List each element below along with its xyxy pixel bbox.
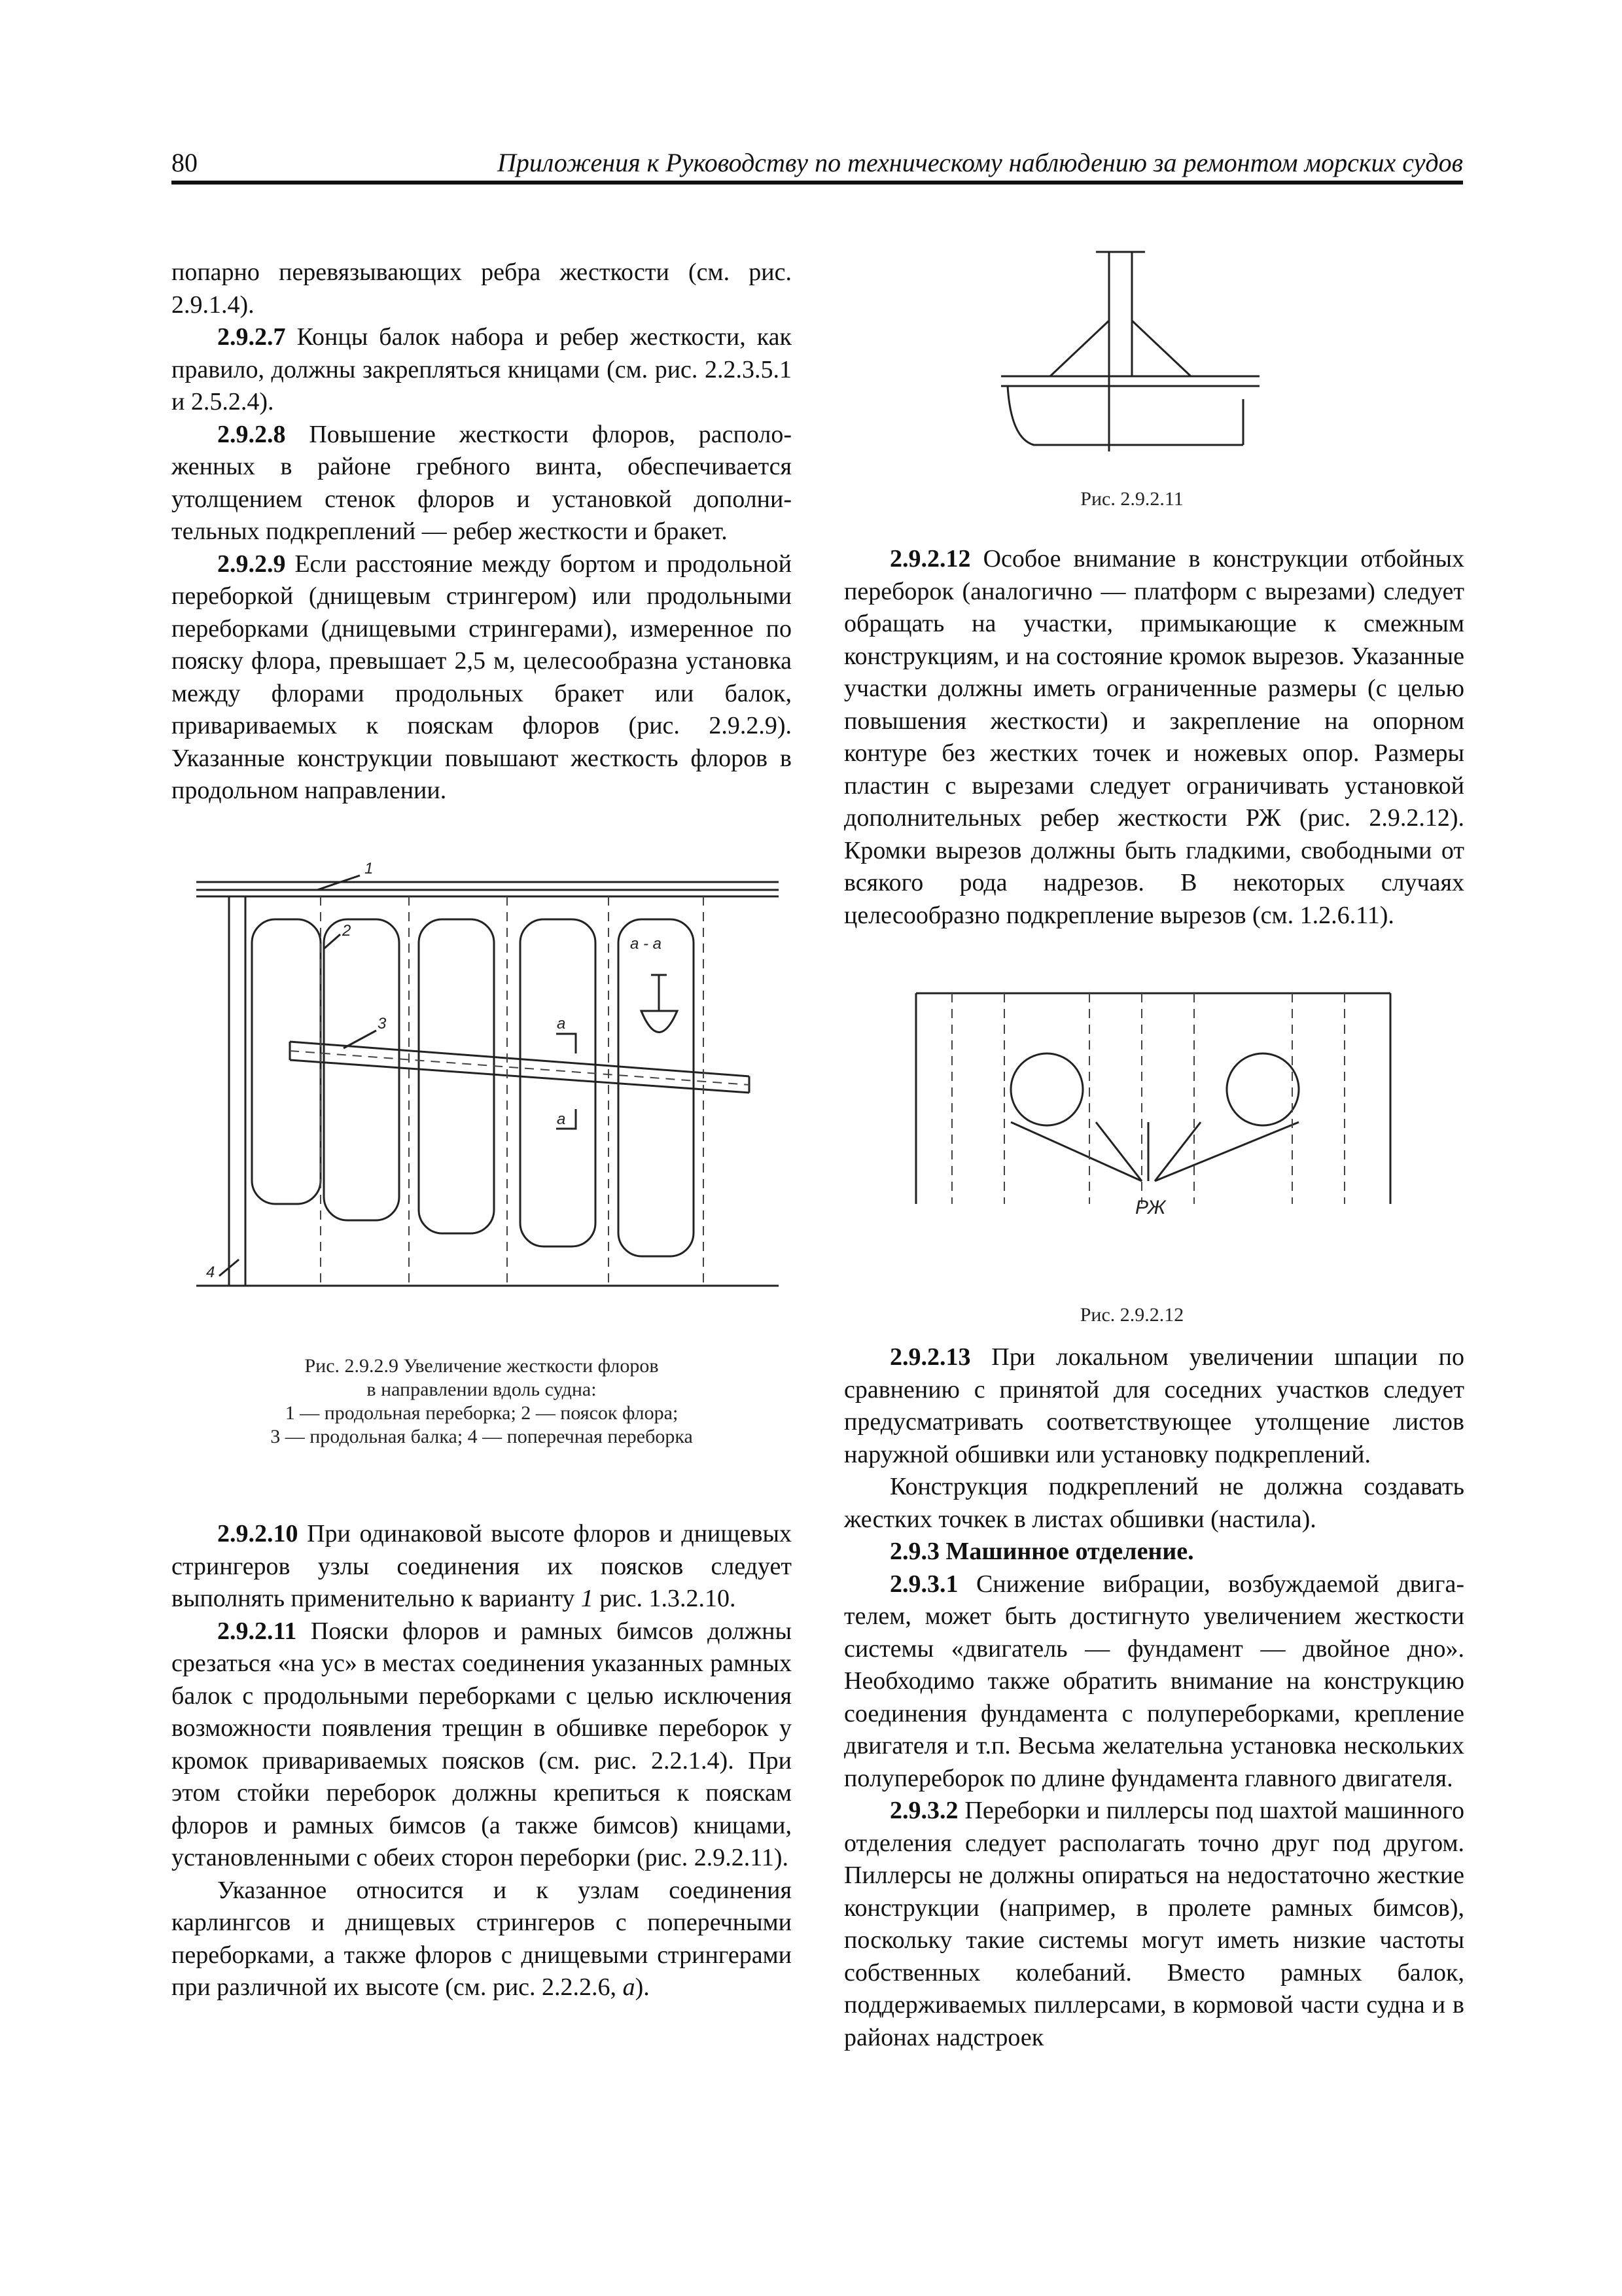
paragraph: 2.9.2.13 При локальном увеличении шпации по сравнению с принятой для соседних участков следует предусматривать соответствующее утолщение листов наружной обшивки или установку подкреплений.: [844, 1343, 1464, 1468]
figure-2-9-2-12-caption: [1047, 1303, 1217, 1327]
caption-line: Рис. 2.9.2.9 Увеличение жесткости флоров: [304, 1355, 659, 1377]
caption-line: Рис. 2.9.2.11: [1080, 488, 1184, 510]
caption-line: в направлении вдоль судна:: [366, 1379, 597, 1400]
figure-label: 2: [342, 922, 351, 940]
left-column-bottom: [171, 1518, 792, 2004]
running-title: Приложения к Руководству по техническому наблюдению за ремонтом морских судов: [497, 148, 1463, 177]
figure-2-9-2-9-drawing: [193, 857, 782, 1309]
paragraph: 2.9.2.11 Пояски флоров и рамных бимсов должны срезаться «на ус» в местах соединения указанных рамных балок с продольными переборками с целью исключения возможности появления трещин в обшивке переборок у кромок привариваемых поясков (см. рис. 2.2.1.4). При этом стойки переборок должны крепиться к пояскам флоров и рамных бимсов (а также бимсов) кницами, установленными с обеих сторон переборки (рис. 2.9.2.11).: [171, 1617, 792, 1871]
figure-label: 4: [206, 1263, 215, 1281]
paragraph: 2.9.2.12 Особое внимание в конструкции отбойных переборок (аналогично — платформ с вырезами) следует обращать на участки, примыкающие к смежным конструкциям, и на состояние кромок вырезов. Указанные участки должны иметь ограниченные размеры (с целью повышения жесткости) и закрепление на опорном контуре без жестких точек и ножевых опор. Размеры пластин с вырезами следует ограничивать установкой дополнительных ребер жесткости РЖ (рис. 2.9.2.12). Кромки вырезов должны быть гладкими, свободными от всякого рода надрезов. В некоторых случаях целесообразно подкрепление вырезов (см. 1.2.6.11).: [844, 545, 1464, 929]
figure-label: а - а: [630, 935, 662, 953]
figure-2-9-2-9-caption: [171, 1354, 792, 1449]
paragraph: 2.9.3.1 Снижение вибрации, возбуждаемой двигателем, может быть достигнуто увеличением жесткости системы «двигатель — фундамент — двойное дно». Необходимо также обратить внимание на конструкцию соединения фундамента с полупереборками, крепление двигателя и т.п. Весьма желательна установка нескольких полупереборок по длине фундамента главного двигателя.: [844, 1570, 1464, 1792]
caption-line: 1 — продольная переборка; 2 — поясок флора;: [285, 1402, 679, 1424]
paragraph: 2.9.2.10 При одинаковой высоте флоров и днищевых стрингеров узлы соединения их поясков следует выполнять применительно к варианту 1 рис. 1.3.2.10.: [171, 1520, 792, 1612]
section-heading: 2.9.3 Машинное отделение.: [890, 1538, 1194, 1565]
figure-label: 1: [364, 860, 374, 877]
figure-2-9-2-11: [995, 249, 1269, 465]
right-column-top: [844, 543, 1464, 932]
paragraph: Конструкция подкреплений не должна создавать жестких точкек в листах обшивки (настила).: [844, 1473, 1464, 1533]
figure-2-9-2-11-drawing: [995, 249, 1269, 465]
page-header: [171, 148, 1463, 185]
figure-label: а: [557, 1110, 566, 1128]
figure-2-9-2-12-drawing: [913, 988, 1397, 1269]
caption-line: Рис. 2.9.2.12: [1080, 1304, 1184, 1326]
right-column-bottom: [844, 1341, 1464, 2054]
paragraph: 2.9.2.7 Концы балок набора и ребер жесткости, как правило, должны закрепляться кницами (см. рис. 2.2.3.5.1 и 2.5.2.4).: [171, 323, 792, 415]
figure-2-9-2-11-caption: [1047, 487, 1217, 511]
figure-label: а: [557, 1015, 566, 1033]
paragraph: 2.9.2.9 Если расстояние между бортом и продольной переборкой (днищевым стрингером) или продольными переборками (днищевыми стрингерами), измеренное по пояску флора, превышает 2,5 м, целесообразна установка между флорами продольных бракет или балок, привариваемых к пояскам флоров (рис. 2.9.2.9). Указанные конструкции повышают жесткость флоров в продольном направлении.: [171, 550, 792, 804]
paragraph: попарно перевязывающих ребра жесткости (см. рис. 2.9.1.4).: [171, 258, 792, 319]
figure-2-9-2-9: [193, 857, 782, 1309]
caption-line: 3 — продольная балка; 4 — поперечная переборка: [270, 1426, 693, 1447]
page-number: 80: [171, 148, 198, 177]
paragraph: 2.9.3.2 Переборки и пиллерсы под шахтой машинного отделения следует располагать точно друг под другом. Пиллерсы не должны опираться на недостаточно жесткие конструкции (например, в пролете рамных бимсов), поскольку такие системы могут иметь низкие частоты собственных колебаний. Вместо рамных балок, поддерживаемых пиллерсами, в кормовой части судна и в районах надстроек: [844, 1797, 1464, 2051]
figure-label: 3: [378, 1015, 387, 1033]
figure-2-9-2-12: [913, 988, 1397, 1269]
paragraph: 2.9.2.8 Повышение жесткости флоров, расположенных в районе гребного винта, обеспечивается утолщением стенок флоров и установкой дополнительных подкреплений — ребер жесткости и бракет.: [171, 420, 792, 545]
paragraph: Указанное относится и к узлам соединения карлингсов и днищевых стрингеров с поперечными переборками, а также флоров с днищевыми стрингерами при различной их высоте (см. рис. 2.2.2.6, а).: [171, 1876, 792, 2001]
left-column-top: [171, 256, 792, 807]
figure-label: РЖ: [1135, 1197, 1166, 1218]
